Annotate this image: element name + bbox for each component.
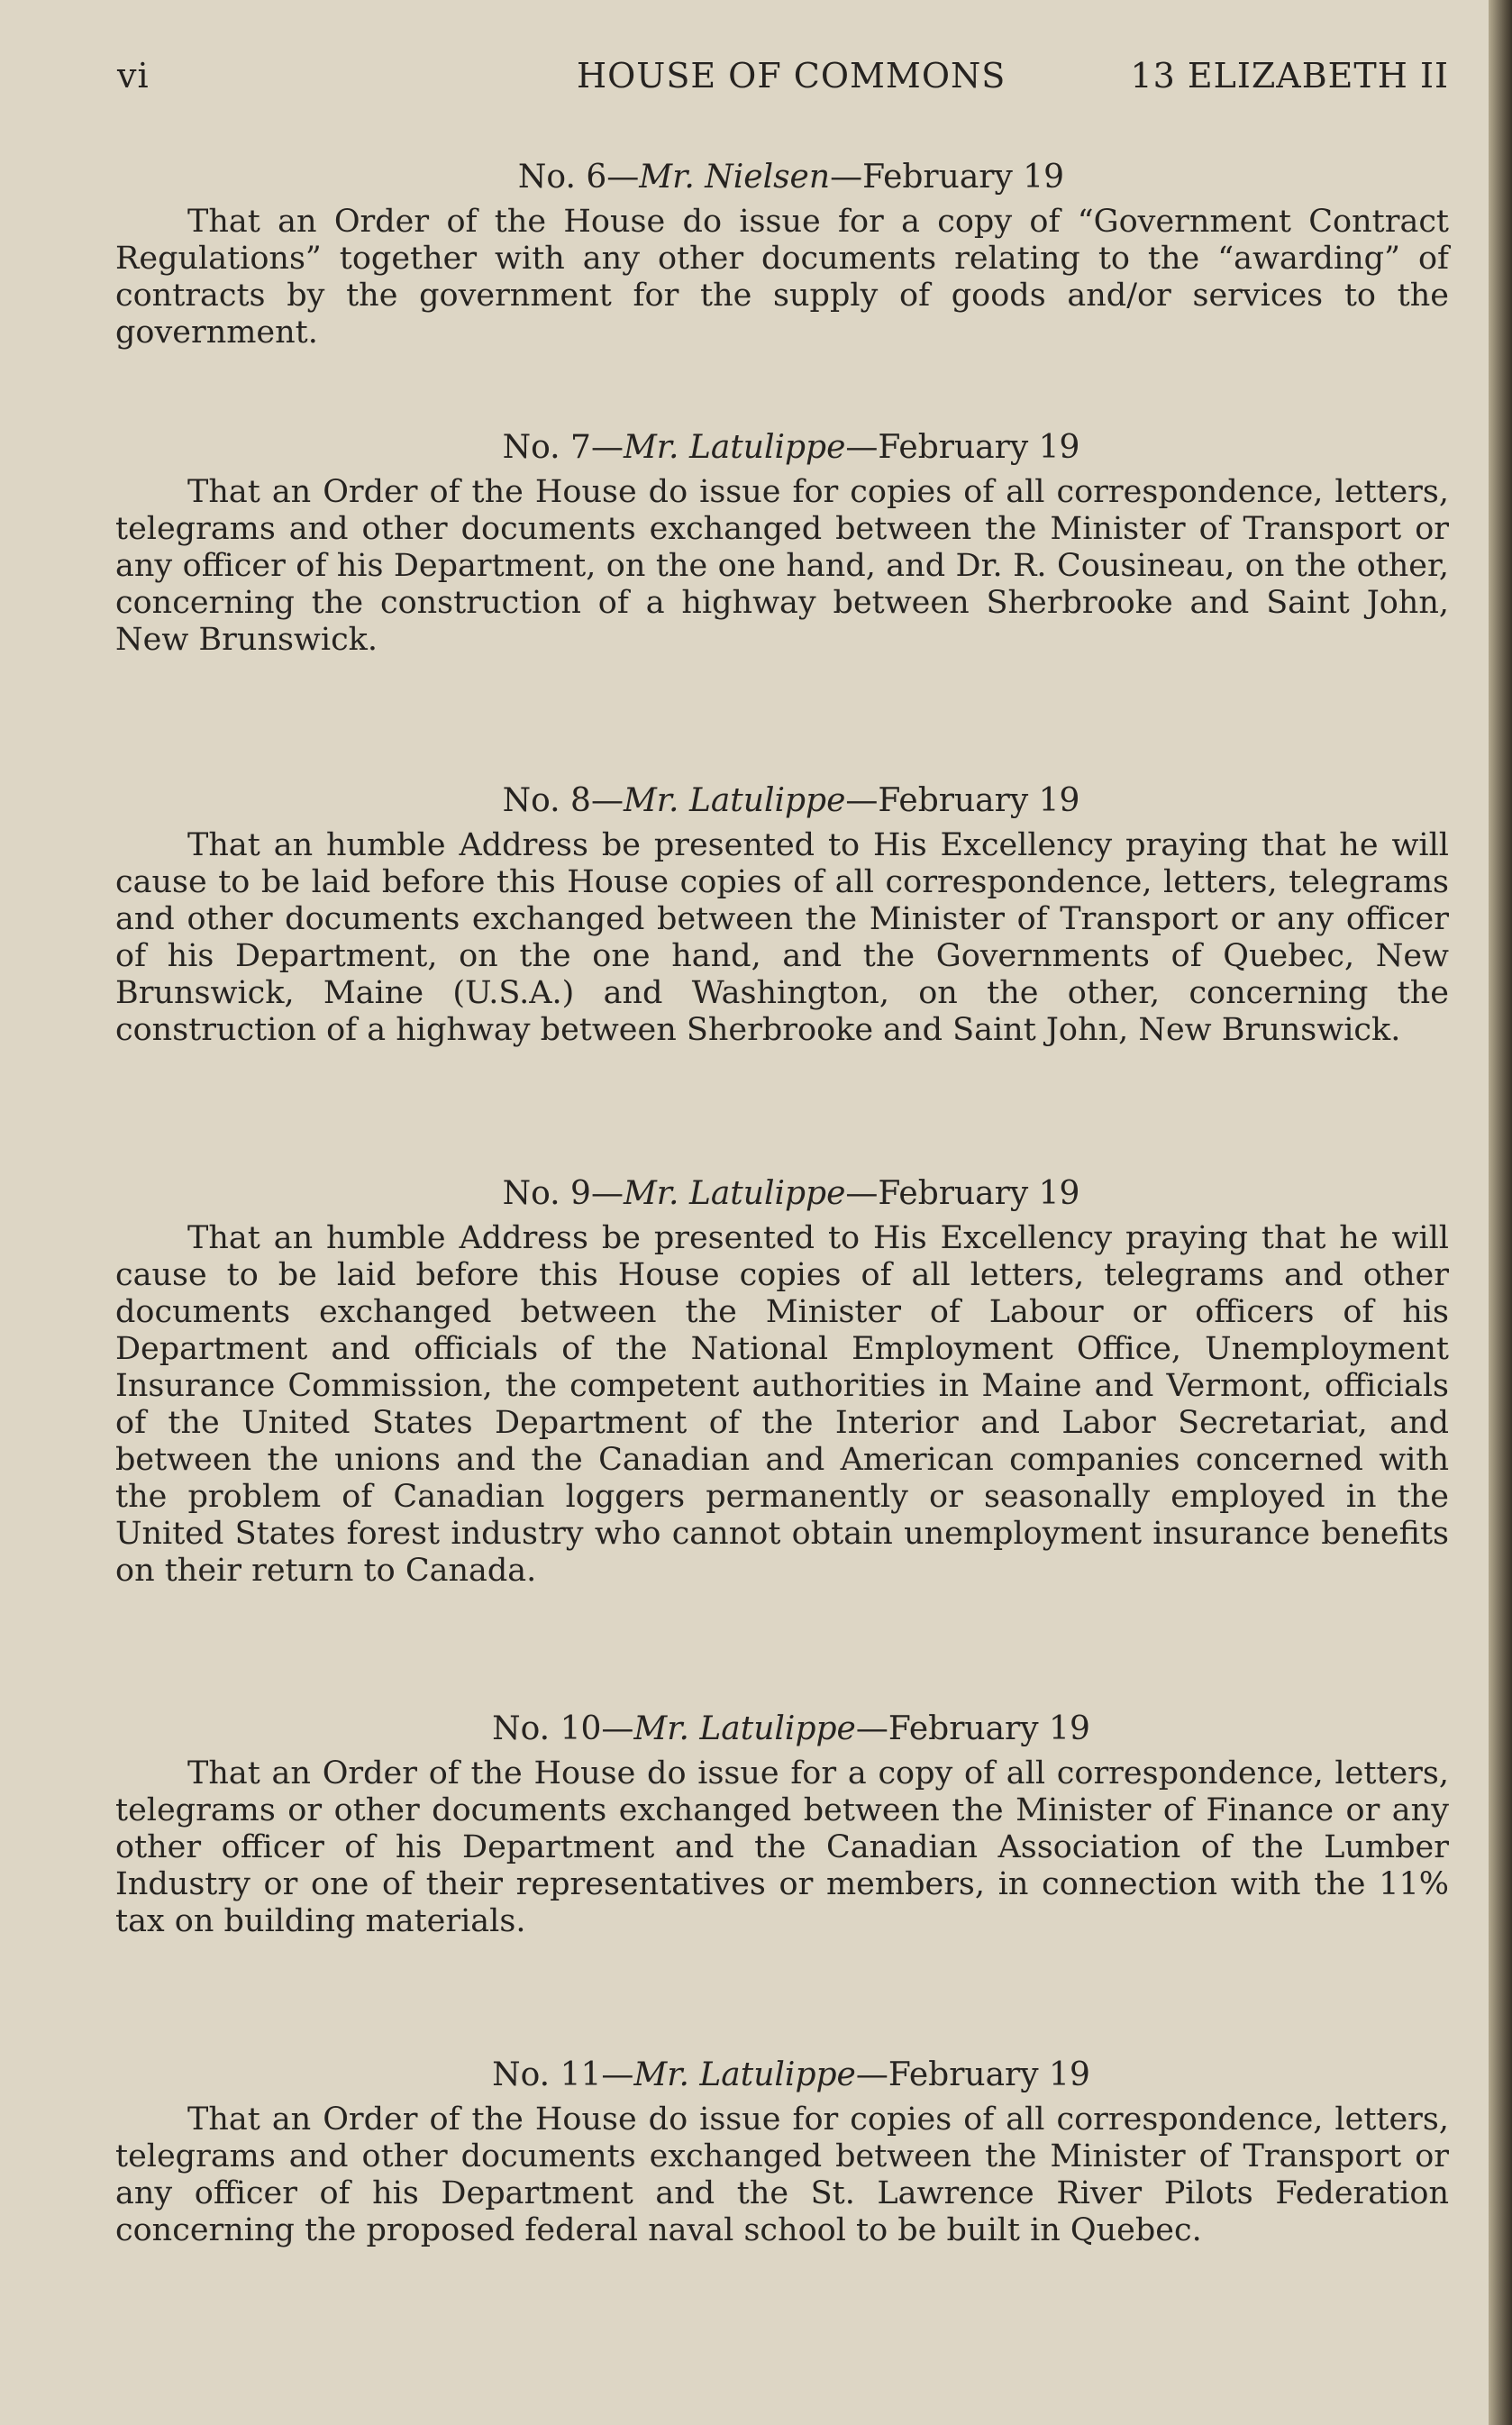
motion-number: No. 7 (502, 429, 591, 466)
motion-member: Mr. Latulippe (623, 1175, 846, 1212)
page-number: vi (117, 56, 150, 96)
motion-member: Mr. Latulippe (633, 1710, 856, 1747)
motion-heading: No. 7—Mr. Latulippe—February 19 (502, 429, 1080, 466)
motion-text: That an humble Address be presented to His Excellency praying that he will cause to be laid before this House copies of all letters, telegrams and other documents exchanged between the Minister of Labour or officers of his Department and officials of the National Employment Office, Unemployment Insurance Commission, the competent authorities in Maine and Vermont, officials of the United States Department of the Interior and Labor Secretariat, and between the unions and the Canadian and American companies concerned with the problem of Canadian loggers permanently or seasonally employed in the United States forest industry who cannot obtain unemployment insurance benefits on their return to Canada. (115, 1220, 1449, 1589)
motion-date: February 19 (878, 1175, 1080, 1212)
motion-text: That an Order of the House do issue for copies of all correspondence, letters, telegrams and other documents exchanged between the Minister of Transport or any officer of his Department and the St. Lawrence River Pilots Federation concerning the proposed federal naval school to be built in Quebec. (115, 2101, 1449, 2248)
motion-text: That an humble Address be presented to His Excellency praying that he will cause to be laid before this House copies of all correspondence, letters, telegrams and other documents exchanged between the Minister of Transport or any officer of his Department, on the one hand, and the Governments of Quebec, New Brunswick, Maine (U.S.A.) and Washington, on the other, concerning the construction of a highway between Sherbrooke and Saint John, New Brunswick. (115, 827, 1449, 1048)
motion-date: February 19 (888, 2056, 1090, 2093)
motion-9 (115, 1175, 1449, 1590)
motion-member: Mr. Latulippe (623, 782, 846, 819)
motion-date: February 19 (878, 429, 1080, 466)
motion-text: That an Order of the House do issue for copies of all correspondence, letters, telegrams and other documents exchanged between the Minister of Transport or any officer of his Department, on the one hand, and Dr. R. Cousineau, on the other, concerning the construction of a highway between Sherbrooke and Saint John, New Brunswick. (115, 474, 1449, 658)
motion-heading: No. 8—Mr. Latulippe—February 19 (502, 782, 1080, 819)
motion-number: No. 6 (517, 159, 607, 196)
motion-8 (115, 782, 1449, 1049)
motion-member: Mr. Latulippe (633, 2056, 856, 2093)
motion-date: February 19 (862, 159, 1065, 196)
motion-heading: No. 6—Mr. Nielsen—February 19 (517, 159, 1065, 196)
motion-heading: No. 10—Mr. Latulippe—February 19 (492, 1710, 1090, 1747)
motion-6 (115, 159, 1449, 351)
motion-member: Mr. Nielsen (639, 159, 831, 196)
header-session: 13 ELIZABETH II (1130, 56, 1449, 96)
motion-text: That an Order of the House do issue for a copy of all correspondence, letters, telegrams or other documents exchanged between the Minister of Finance or any other officer of his Department and the Canadian Association of the Lumber Industry or one of their representatives or members, in connection with the 11% tax on building materials. (115, 1755, 1449, 1939)
page-binding-edge (1489, 0, 1512, 2425)
motion-7 (115, 429, 1449, 659)
header-title: HOUSE OF COMMONS (577, 56, 1006, 96)
running-header (117, 56, 1449, 110)
motion-date: February 19 (888, 1710, 1090, 1747)
motion-number: No. 10 (492, 1710, 602, 1747)
motion-heading: No. 9—Mr. Latulippe—February 19 (502, 1175, 1080, 1212)
motion-11 (115, 2056, 1449, 2249)
motion-number: No. 8 (502, 782, 591, 819)
motion-number: No. 9 (502, 1175, 591, 1212)
motion-10 (115, 1710, 1449, 1940)
motion-number: No. 11 (492, 2056, 602, 2093)
motion-text: That an Order of the House do issue for a copy of “Government Contract Regulations” together with any other documents relating to the “awarding” of contracts by the government for the supply of goods and/or services to the government. (115, 204, 1449, 351)
motion-heading: No. 11—Mr. Latulippe—February 19 (492, 2056, 1090, 2093)
motion-member: Mr. Latulippe (623, 429, 846, 466)
motion-date: February 19 (878, 782, 1080, 819)
